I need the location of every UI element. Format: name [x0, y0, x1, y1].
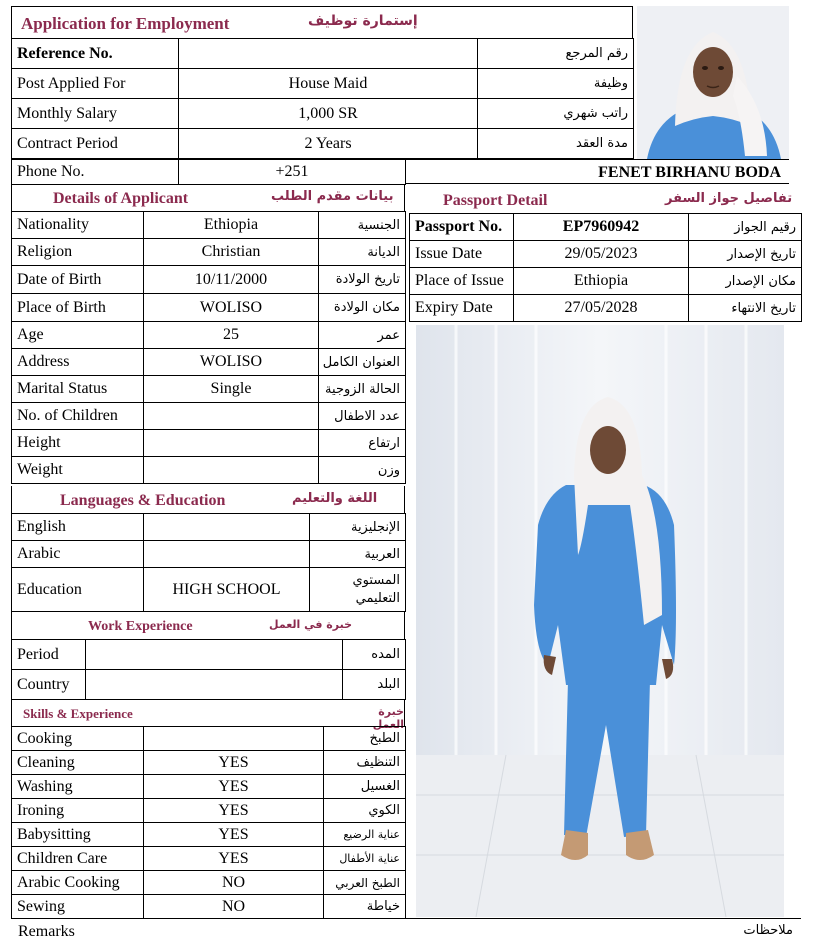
table-row [12, 266, 406, 294]
table-row [12, 403, 406, 430]
skill-value: YES [144, 799, 324, 823]
applicant-full-name [405, 159, 789, 184]
field-value: Christian [144, 239, 319, 266]
field-label: Phone No. [12, 160, 179, 185]
skill-label: Babysitting [12, 823, 144, 847]
section-title-english: Languages & Education [60, 492, 226, 509]
field-label: English [12, 514, 144, 541]
table-row [12, 541, 406, 568]
table-row [12, 871, 406, 895]
table-row [12, 239, 406, 266]
field-value [86, 640, 343, 670]
field-label: Marital Status [12, 376, 144, 403]
skill-label-arabic: الطبخ العربي [324, 871, 406, 895]
passport-table [409, 213, 802, 322]
field-value: Ethiopia [144, 212, 319, 239]
skill-label: Washing [12, 775, 144, 799]
remarks-label: Remarks [18, 923, 75, 940]
top-info-table [11, 38, 634, 159]
field-label-arabic [310, 568, 406, 612]
skills-section-header [11, 699, 405, 731]
field-label: Date of Birth [12, 266, 144, 294]
field-label: Period [12, 640, 86, 670]
field-label: Nationality [12, 212, 144, 239]
field-label: Age [12, 322, 144, 349]
section-title-english: Skills & Experience [23, 706, 133, 721]
section-title-english: Passport Detail [443, 192, 548, 209]
field-label: Post Applied For [12, 69, 179, 99]
table-row [12, 895, 406, 919]
field-label-arabic: مكان الولادة [319, 294, 406, 322]
table-row [12, 457, 406, 484]
remarks-row [11, 918, 801, 941]
table-row [12, 294, 406, 322]
field-label-arabic: الجنسية [319, 212, 406, 239]
field-label: Weight [12, 457, 144, 484]
table-row [12, 322, 406, 349]
field-label: Issue Date [410, 241, 514, 268]
field-label-arabic: ارتفاع [319, 430, 406, 457]
table-row [12, 847, 406, 871]
field-label: Expiry Date [410, 295, 514, 322]
field-value: WOLISO [144, 349, 319, 376]
section-title-arabic: تفاصيل جواز السفر [665, 191, 793, 206]
field-label: Arabic [12, 541, 144, 568]
table-row [12, 775, 406, 799]
field-label-arabic: عدد الاطفال [319, 403, 406, 430]
table-row [12, 69, 634, 99]
table-row [410, 241, 802, 268]
expiry-date: 27/05/2028 [514, 295, 689, 322]
contract-value: 2 Years [179, 129, 478, 159]
field-label-arabic: الديانة [319, 239, 406, 266]
form-title-arabic: إستمارة توظيف [308, 13, 418, 29]
phone-value: +251 [179, 160, 406, 185]
skill-label: Cooking [12, 727, 144, 751]
skill-label: Arabic Cooking [12, 871, 144, 895]
education-ar-line2: التعليمي [355, 590, 400, 606]
field-value: 10/11/2000 [144, 266, 319, 294]
table-row [12, 349, 406, 376]
skill-label: Ironing [12, 799, 144, 823]
skill-label-arabic: الطبخ [324, 727, 406, 751]
table-row [12, 99, 634, 129]
applicant-portrait-photo [637, 6, 789, 159]
skill-label-arabic: عناية الأطفال [324, 847, 406, 871]
field-value: 25 [144, 322, 319, 349]
field-label-arabic: العنوان الكامل [319, 349, 406, 376]
field-label-arabic: رقم المرجع [478, 39, 634, 69]
field-label-arabic: تاريخ الإصدار [689, 241, 802, 268]
table-row [12, 568, 406, 612]
skill-value: YES [144, 751, 324, 775]
field-label-arabic: تاريخ الانتهاء [689, 295, 802, 322]
table-row [12, 376, 406, 403]
field-label: Address [12, 349, 144, 376]
table-row [12, 129, 634, 159]
field-label: Religion [12, 239, 144, 266]
reference-value [179, 39, 478, 69]
field-label-arabic: تاريخ الولادة [319, 266, 406, 294]
skill-label-arabic: الغسيل [324, 775, 406, 799]
passport-section-header [405, 184, 801, 213]
field-value [144, 457, 319, 484]
table-row [12, 799, 406, 823]
skill-label: Children Care [12, 847, 144, 871]
education-value: HIGH SCHOOL [144, 568, 310, 612]
field-label-arabic: الإنجليزية [310, 514, 406, 541]
field-value [86, 670, 343, 700]
table-row [410, 214, 802, 241]
skill-label: Cleaning [12, 751, 144, 775]
phone-table [11, 159, 406, 185]
education-ar-line1: المستوي [352, 572, 400, 588]
field-value [144, 514, 310, 541]
section-title-arabic: بيانات مقدم الطلب [271, 189, 394, 204]
skill-value: NO [144, 871, 324, 895]
table-row [12, 212, 406, 239]
skills-table [11, 726, 406, 919]
skill-label-arabic: الكوي [324, 799, 406, 823]
field-label: Passport No. [410, 214, 514, 241]
skill-value: NO [144, 895, 324, 919]
field-value: WOLISO [144, 294, 319, 322]
table-row [410, 295, 802, 322]
skill-label: Sewing [12, 895, 144, 919]
field-label: Height [12, 430, 144, 457]
field-label: Country [12, 670, 86, 700]
skill-label-arabic: التنظيف [324, 751, 406, 775]
section-title-arabic: خبرة العمل [372, 705, 404, 731]
passport-number: EP7960942 [514, 214, 689, 241]
field-value [144, 430, 319, 457]
field-value [144, 541, 310, 568]
work-experience-table [11, 639, 406, 700]
table-row [12, 430, 406, 457]
table-row [12, 39, 634, 69]
skill-value [144, 727, 324, 751]
field-label-arabic: مدة العقد [478, 129, 634, 159]
skill-value: YES [144, 775, 324, 799]
field-label-arabic: مكان الإصدار [689, 268, 802, 295]
field-value [144, 403, 319, 430]
field-label: Reference No. [12, 39, 179, 69]
table-row [410, 268, 802, 295]
field-label: Monthly Salary [12, 99, 179, 129]
section-title-english: Details of Applicant [53, 190, 189, 207]
section-title-arabic: خبرة في العمل [269, 618, 353, 631]
table-row [12, 751, 406, 775]
field-label: No. of Children [12, 403, 144, 430]
salary-value: 1,000 SR [179, 99, 478, 129]
field-value: Single [144, 376, 319, 403]
field-label-arabic: وزن [319, 457, 406, 484]
field-label-arabic: البلد [343, 670, 406, 700]
remarks-label-arabic: ملاحظات [743, 923, 793, 938]
skill-value: YES [144, 847, 324, 871]
skill-label-arabic: خياطة [324, 895, 406, 919]
table-row [12, 670, 406, 700]
section-title-arabic: اللغة والتعليم [292, 491, 378, 506]
applicant-section-header [11, 184, 405, 211]
table-row [12, 160, 406, 185]
table-row [12, 514, 406, 541]
field-label: Place of Issue [410, 268, 514, 295]
form-title-english: Application for Employment [21, 14, 230, 33]
table-row [12, 727, 406, 751]
applicant-details-table [11, 211, 406, 484]
table-row [12, 823, 406, 847]
work-section-header [11, 611, 405, 639]
skill-value: YES [144, 823, 324, 847]
field-label-arabic: رقيم الجواز [689, 214, 802, 241]
applicant-full-body-photo [416, 325, 784, 917]
section-title-english: Work Experience [88, 619, 193, 634]
field-label: Place of Birth [12, 294, 144, 322]
issue-date: 29/05/2023 [514, 241, 689, 268]
languages-section-header [11, 486, 405, 513]
field-label-arabic: راتب شهري [478, 99, 634, 129]
post-value: House Maid [179, 69, 478, 99]
header-title-bar [11, 6, 633, 38]
field-label-arabic: عمر [319, 322, 406, 349]
skill-label-arabic: عناية الرضيع [324, 823, 406, 847]
languages-table [11, 513, 406, 612]
field-label-arabic: المده [343, 640, 406, 670]
field-label-arabic: وظيفة [478, 69, 634, 99]
field-label: Contract Period [12, 129, 179, 159]
field-label: Education [12, 568, 144, 612]
full-name-text: FENET BIRHANU BODA [598, 164, 781, 181]
field-label-arabic: العربية [310, 541, 406, 568]
field-label-arabic: الحالة الزوجية [319, 376, 406, 403]
table-row [12, 640, 406, 670]
place-of-issue: Ethiopia [514, 268, 689, 295]
